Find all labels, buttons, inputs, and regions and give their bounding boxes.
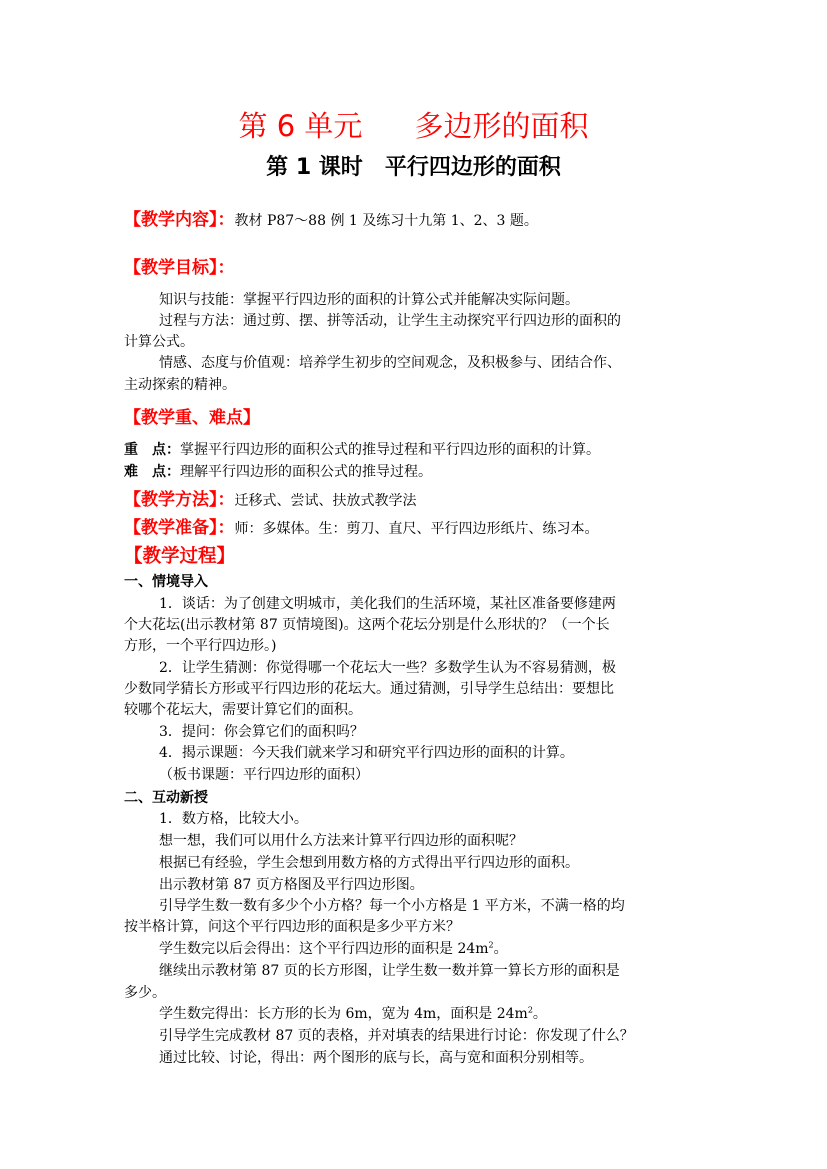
lesson-title	[0, 150, 827, 181]
objectives-heading: 【教学目标】：	[124, 258, 235, 278]
objective-line: 知识与技能：掌握平行四边形的面积的计算公式并能解决实际问题。	[159, 292, 579, 308]
process-line: 引导学生数一数有多少个小方格？每一个小方格是 1 平方米，不满一格的均	[159, 898, 625, 914]
difficulty-text: 理解平行四边形的面积公式的推导过程。	[180, 464, 432, 480]
content-text: 教材 P87～88 例 1 及练习十九第 1、2、3 题。	[234, 213, 538, 229]
prep-text: 师：多媒体。生：剪刀、直尺、平行四边形纸片、练习本。	[234, 521, 599, 537]
rect-area-text: 学生数完得出：长方形的长为 6m，宽为 4m，面积是 24m	[159, 1006, 528, 1022]
process-line: 个大花坛(出示教材第 87 页情境图)。这两个花坛分别是什么形状的？（一个长	[124, 617, 610, 633]
process-line: （板书课题：平行四边形的面积）	[159, 767, 369, 783]
process-line: 2．让学生猜测：你觉得哪一个花坛大一些？多数学生认为不容易猜测，极	[159, 660, 616, 676]
key-point-label: 重 点：	[124, 442, 180, 458]
objective-line: 情感、态度与价值观：培养学生初步的空间观念，及积极参与、团结合作、	[159, 355, 621, 371]
process-heading: 【教学过程】	[124, 546, 236, 567]
process-line: 1．谈话：为了创建文明城市，美化我们的生活环境，某社区准备要修建两	[159, 596, 616, 612]
process-line: 出示教材第 87 页方格图及平行四边形图。	[159, 877, 424, 893]
prep-heading: 【教学准备】：	[124, 518, 235, 538]
rect-area-suffix: 。	[532, 1006, 547, 1022]
process-line: 继续出示教材第 87 页的长方形图，让学生数一数并算一算长方形的面积是	[159, 963, 620, 979]
lesson-label: 第 1 课时	[266, 155, 363, 180]
process-line: 1．数方格，比较大小。	[159, 811, 308, 827]
process-line: 多少。	[124, 985, 166, 1001]
method-text: 迁移式、尝试、扶放式教学法	[234, 493, 417, 509]
objective-line: 计算公式。	[124, 334, 194, 350]
section-heading: 二、互动新授	[124, 790, 208, 806]
lesson-name: 平行四边形的面积	[384, 155, 561, 180]
key-point-line	[124, 439, 600, 459]
square-superscript: 2	[488, 940, 494, 950]
difficulty-line	[124, 461, 432, 481]
area-suffix: 。	[493, 941, 508, 957]
process-line	[159, 1003, 547, 1023]
content-line	[124, 205, 538, 230]
method-line	[124, 485, 417, 510]
unit-name: 多边形的面积	[414, 109, 589, 143]
process-line: 通过比较、讨论，得出：两个图形的底与长，高与宽和面积分别相等。	[159, 1050, 593, 1066]
process-line: 3．提问：你会算它们的面积吗？	[159, 724, 364, 740]
process-line: 按半格计算，问这个平行四边形的面积是多少平方米？	[124, 919, 460, 935]
process-line: 引导学生完成教材 87 页的表格，并对填表的结果进行讨论：你发现了什么？	[159, 1028, 634, 1044]
process-line: 4．揭示课题：今天我们就来学习和研究平行四边形的面积的计算。	[159, 745, 574, 761]
objective-line: 过程与方法：通过剪、摆、拼等活动，让学生主动探究平行四边形的面积的	[159, 313, 621, 329]
area-text: 学生数完以后会得出：这个平行四边形的面积是 24m	[159, 941, 489, 957]
unit-title	[0, 104, 827, 145]
keypoints-heading: 【教学重、难点】	[124, 408, 260, 428]
prep-line	[124, 513, 599, 538]
unit-label: 第 6 单元	[238, 109, 363, 143]
process-line: 方形，一个平行四边形。)	[124, 638, 277, 654]
process-line	[159, 938, 508, 958]
method-heading: 【教学方法】：	[124, 490, 235, 510]
key-point-text: 掌握平行四边形的面积公式的推导过程和平行四边形的面积的计算。	[180, 442, 600, 458]
objective-line: 主动探索的精神。	[124, 377, 236, 393]
square-superscript: 2	[527, 1005, 533, 1015]
process-line: 想一想，我们可以用什么方法来计算平行四边形的面积呢？	[159, 833, 523, 849]
process-line: 少数同学猜长方形或平行四边形的花坛大。通过猜测，引导学生总结出：要想比	[124, 681, 614, 697]
process-line: 根据已有经验，学生会想到用数方格的方式得出平行四边形的面积。	[159, 855, 579, 871]
difficulty-label: 难 点：	[124, 464, 180, 480]
section-heading: 一、情境导入	[124, 574, 208, 590]
content-heading: 【教学内容】：	[124, 210, 235, 230]
process-line: 较哪个花坛大，需要计算它们的面积。	[124, 702, 362, 718]
